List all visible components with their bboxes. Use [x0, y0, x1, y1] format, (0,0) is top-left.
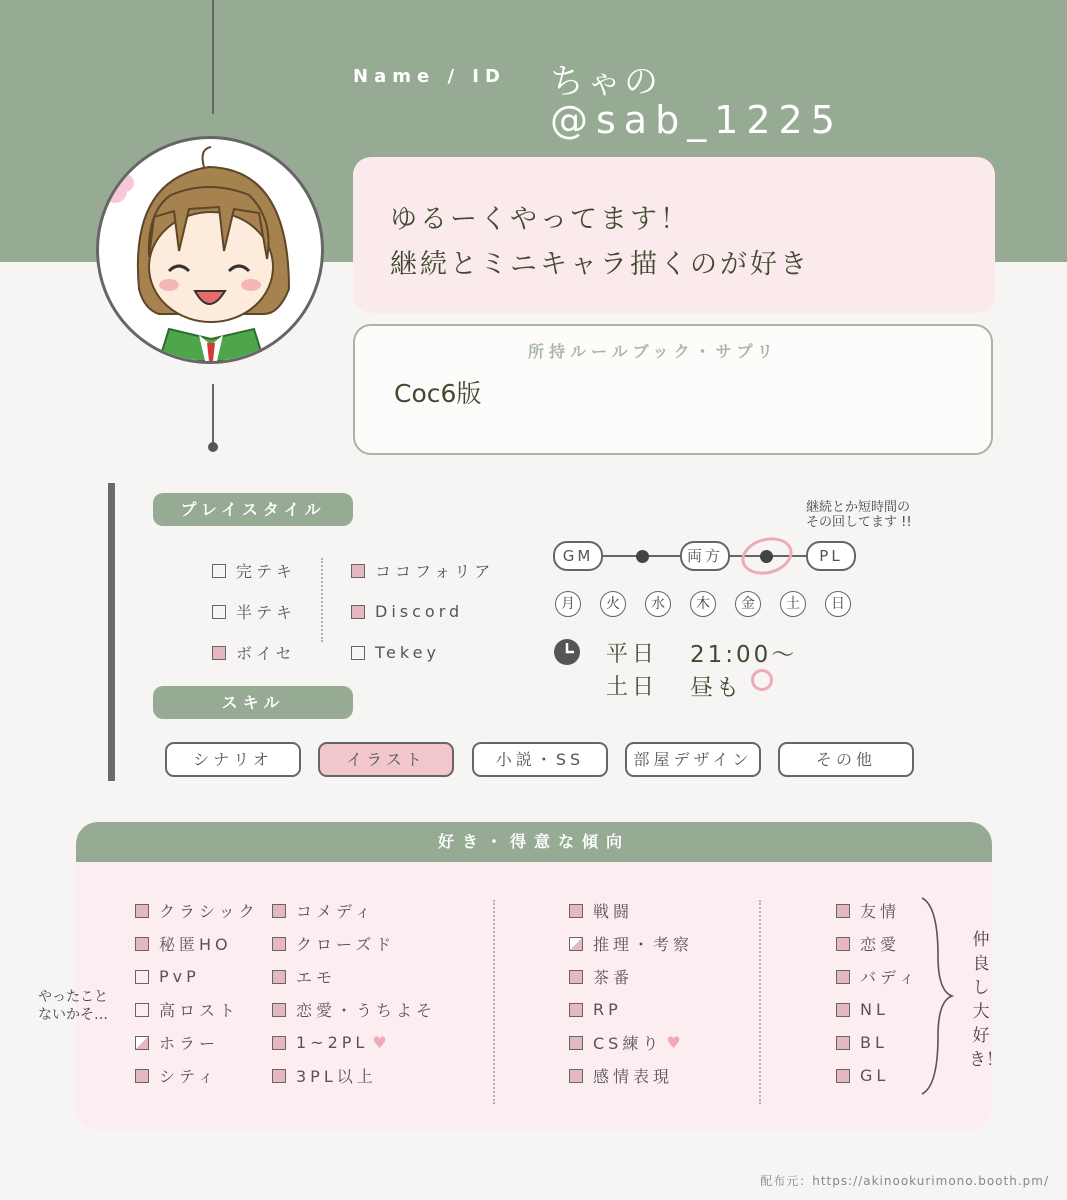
pref-col3 [569, 894, 693, 1092]
checkbox[interactable] [135, 904, 149, 918]
checkbox-ccfolia[interactable] [351, 564, 365, 578]
divider-dotted [759, 900, 761, 1104]
preferences-heading: 好き・得意な傾向 [76, 822, 992, 862]
checkbox-row[interactable] [272, 894, 436, 927]
checkbox[interactable] [272, 1036, 286, 1050]
checkbox[interactable] [569, 904, 583, 918]
checkbox-row[interactable] [135, 927, 259, 960]
checkbox-row[interactable] [272, 1026, 436, 1059]
weekend-label: 土日 [606, 675, 659, 700]
chibi-character-icon [99, 139, 321, 361]
checkbox[interactable] [569, 1003, 583, 1017]
checkbox-row[interactable] [351, 591, 494, 632]
checkbox-label: 高ロスト [159, 1001, 240, 1020]
checkbox-label: シティ [159, 1067, 218, 1086]
checkbox-label: Tekey [375, 643, 440, 662]
checkbox-row[interactable] [569, 1026, 693, 1059]
role-pl-pill[interactable]: PL [806, 541, 856, 571]
checkbox-label: 秘匿HO [159, 935, 232, 954]
checkbox-tekey[interactable] [351, 646, 365, 660]
checkbox-label: コメディ [296, 902, 375, 921]
day-fri[interactable]: 金 [735, 591, 761, 617]
rulebook-value: Coc6版 [394, 379, 482, 408]
checkbox-row[interactable] [836, 960, 919, 993]
footer-credit[interactable]: 配布元：https://akinookurimono.booth.pm/ [760, 1174, 1049, 1188]
day-wed[interactable]: 水 [645, 591, 671, 617]
checkbox-row[interactable] [351, 632, 494, 673]
checkbox-row[interactable] [569, 960, 693, 993]
checkbox-row[interactable] [272, 927, 436, 960]
checkbox-row[interactable] [135, 1059, 259, 1092]
checkbox[interactable] [135, 1036, 149, 1050]
checkbox-label: 1~2PL [296, 1033, 369, 1052]
checkbox-label: ココフォリア [375, 562, 495, 581]
playstyle-col2 [351, 550, 494, 673]
ok-circle-icon [751, 669, 773, 691]
checkbox-label: 茶番 [593, 968, 634, 987]
checkbox-label: 友情 [860, 902, 901, 921]
skill-scenario[interactable]: シナリオ [165, 742, 301, 777]
checkbox-label: 恋愛・うちよそ [296, 1001, 437, 1020]
checkbox-row[interactable] [836, 894, 919, 927]
playstyle-heading: プレイスタイル [153, 493, 353, 526]
skill-room-design[interactable]: 部屋デザイン [625, 742, 761, 777]
checkbox-label: ホラー [159, 1034, 220, 1053]
role-note-line: 継続とか短時間の [806, 500, 911, 515]
checkbox-row[interactable] [135, 1026, 259, 1059]
checkbox-row[interactable] [272, 960, 436, 993]
checkbox[interactable] [272, 937, 286, 951]
checkbox-label: NL [860, 1000, 889, 1019]
checkbox[interactable] [135, 1069, 149, 1083]
note-line: ないかそ… [38, 1007, 108, 1023]
skill-illustration[interactable]: イラスト [318, 742, 454, 777]
checkbox-label: クローズド [296, 935, 396, 954]
checkbox-label: エモ [296, 968, 337, 987]
checkbox[interactable] [836, 1069, 850, 1083]
skill-other[interactable]: その他 [778, 742, 914, 777]
checkbox-semi-text[interactable] [212, 605, 226, 619]
heart-icon: ♥ [372, 1033, 391, 1052]
intro-line-2: 継続とミニキャラ描くのが好き [390, 249, 810, 280]
day-selector [555, 591, 851, 617]
checkbox-row[interactable] [569, 1059, 693, 1092]
checkbox[interactable] [836, 1036, 850, 1050]
checkbox-row[interactable] [351, 550, 494, 591]
checkbox-row[interactable] [569, 927, 693, 960]
checkbox[interactable] [836, 1003, 850, 1017]
checkbox-label: PvP [159, 967, 200, 986]
checkbox-row[interactable] [836, 993, 919, 1026]
avatar [96, 136, 324, 364]
checkbox-label: 完テキ [236, 562, 297, 581]
checkbox[interactable] [836, 904, 850, 918]
checkbox-complete-text[interactable] [212, 564, 226, 578]
skills-heading: スキル [153, 686, 353, 719]
checkbox-label: 恋愛 [860, 935, 901, 954]
checkbox-label: RP [593, 1000, 622, 1019]
pref-col2 [272, 894, 436, 1092]
checkbox-row[interactable] [836, 1059, 919, 1092]
role-step-dot[interactable] [760, 550, 773, 563]
checkbox-label: BL [860, 1033, 888, 1052]
weekday-label: 平日 [606, 642, 659, 667]
pref-col1 [135, 894, 259, 1092]
day-sat[interactable]: 土 [780, 591, 806, 617]
checkbox-row[interactable] [212, 550, 296, 591]
checkbox[interactable] [836, 937, 850, 951]
checkbox-row[interactable] [569, 894, 693, 927]
checkbox-row[interactable] [836, 927, 919, 960]
brace-icon [918, 896, 954, 1096]
day-tue[interactable]: 火 [600, 591, 626, 617]
day-mon[interactable]: 月 [555, 591, 581, 617]
checkbox-row[interactable] [272, 993, 436, 1026]
role-both-pill[interactable]: 両方 [680, 541, 730, 571]
section-sideline [108, 483, 115, 781]
role-gm-pill[interactable]: GM [553, 541, 603, 571]
note-line: やったこと [38, 989, 108, 1005]
checkbox[interactable] [272, 970, 286, 984]
checkbox[interactable] [135, 1003, 149, 1017]
checkbox-label: 3PL以上 [296, 1067, 377, 1086]
checkbox[interactable] [836, 970, 850, 984]
checkbox-row[interactable] [212, 591, 296, 632]
day-thu[interactable]: 木 [690, 591, 716, 617]
checkbox-row[interactable] [569, 993, 693, 1026]
checkbox-label: Discord [375, 602, 464, 621]
checkbox[interactable] [135, 937, 149, 951]
role-step-dot[interactable] [636, 550, 649, 563]
day-sun[interactable]: 日 [825, 591, 851, 617]
intro-line-1: ゆるーくやってます！ [390, 204, 690, 235]
checkbox[interactable] [272, 904, 286, 918]
checkbox-row[interactable] [135, 960, 259, 993]
rulebook-title: 所持ルールブック・サプリ [528, 342, 778, 361]
checkbox-row[interactable] [135, 993, 259, 1026]
connector-dot [208, 442, 218, 452]
checkbox[interactable] [569, 1036, 583, 1050]
clock-icon [553, 638, 581, 670]
checkbox[interactable] [272, 1003, 286, 1017]
checkbox-label: 感情表現 [593, 1067, 674, 1086]
checkbox[interactable] [569, 937, 583, 951]
checkbox-row[interactable] [212, 632, 296, 673]
weekend-time: 昼も [690, 675, 742, 701]
checkbox-label: 推理・考察 [593, 935, 694, 954]
weekday-time: 21:00〜 [690, 642, 798, 668]
checkbox[interactable] [135, 970, 149, 984]
checkbox-row[interactable] [272, 1059, 436, 1092]
heart-icon: ♥ [666, 1033, 685, 1052]
profile-name: ちゃの [550, 62, 661, 102]
profile-id: @sab_1225 [550, 98, 843, 142]
checkbox-label: ボイセ [236, 644, 296, 663]
role-note-line: その回してます !! [806, 515, 912, 530]
name-id-label: Name / ID [353, 66, 506, 87]
playstyle-col1 [212, 550, 296, 673]
checkbox-discord[interactable] [351, 605, 365, 619]
note-close-friends: 仲良し大好き！ [969, 930, 1003, 1070]
checkbox-row[interactable] [135, 894, 259, 927]
checkbox[interactable] [569, 1069, 583, 1083]
checkbox-label: 戦闘 [593, 902, 634, 921]
skill-novel[interactable]: 小説・SS [472, 742, 608, 777]
divider-dotted [321, 558, 323, 642]
checkbox[interactable] [569, 970, 583, 984]
checkbox-label: 半テキ [236, 603, 297, 622]
divider-dotted [493, 900, 495, 1104]
note-not-done [38, 988, 108, 1024]
pref-col4 [836, 894, 919, 1092]
checkbox-label: GL [860, 1066, 890, 1085]
connector-line-bottom [212, 384, 214, 444]
checkbox-label: バディ [860, 968, 919, 987]
role-note [806, 500, 912, 530]
checkbox-label: CS練り [593, 1034, 663, 1053]
checkbox-row[interactable] [836, 1026, 919, 1059]
checkbox[interactable] [272, 1069, 286, 1083]
checkbox-label: クラシック [159, 902, 259, 921]
checkbox-voice-session[interactable] [212, 646, 226, 660]
connector-line-top [212, 0, 214, 114]
